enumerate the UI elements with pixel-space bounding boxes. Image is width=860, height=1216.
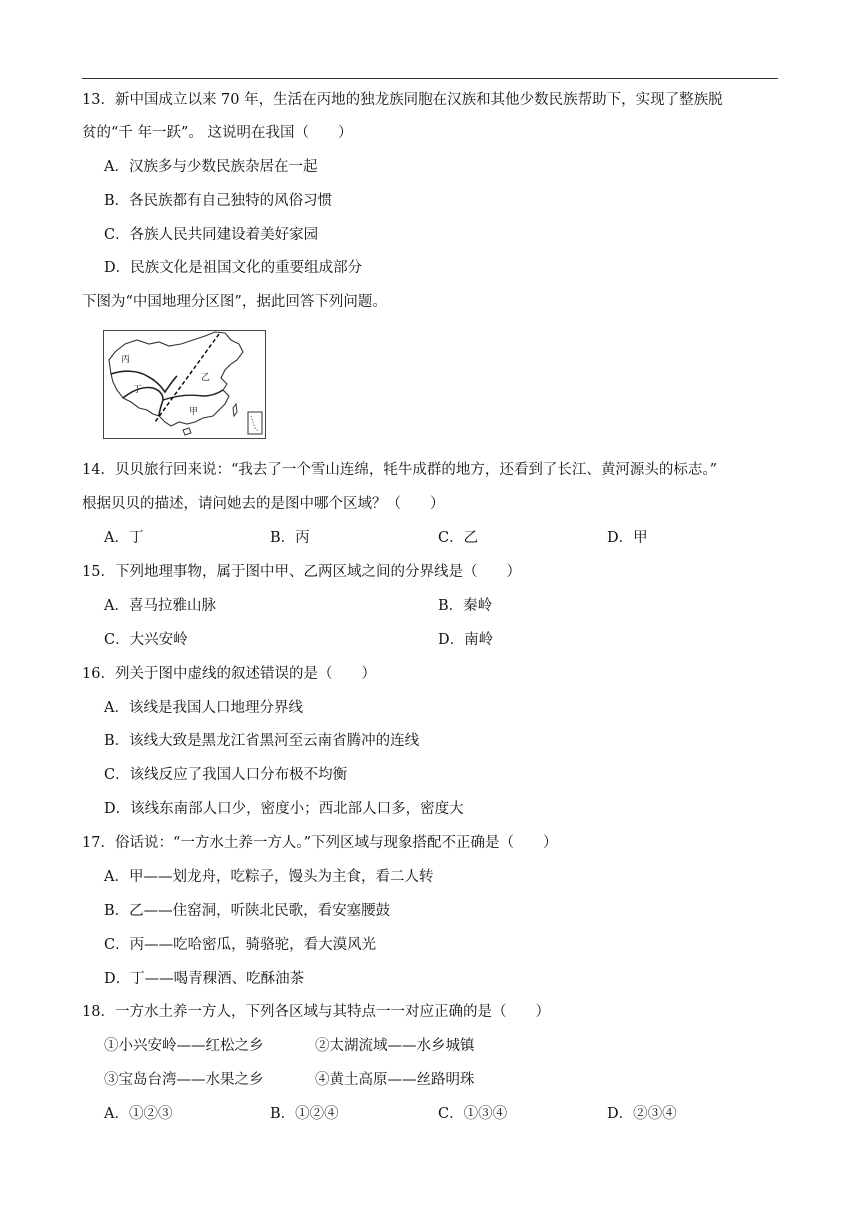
q15-stem: 15．下列地理事物，属于图中甲、乙两区域之间的分界线是（ ） <box>82 564 521 580</box>
q15-option-a: A．喜马拉雅山脉 <box>104 598 216 614</box>
q17-option-d: D．丁——喝青稞酒、吃酥油茶 <box>104 971 305 987</box>
map-intro: 下图为“中国地理分区图”，据此回答下列问题。 <box>82 294 387 310</box>
q18-item-1: ①小兴安岭——红松之乡 <box>104 1038 264 1054</box>
q16-option-d: D．该线东南部人口少，密度小；西北部人口多，密度大 <box>104 801 464 817</box>
q14-option-c: C．乙 <box>438 530 479 546</box>
header-rule <box>82 78 778 79</box>
q17-stem: 17．俗话说：“一方水土养一方人。”下列区域与现象搭配不正确是（ ） <box>82 835 558 851</box>
q18-item-2: ②太湖流域——水乡城镇 <box>315 1038 475 1054</box>
q14-option-a: A．丁 <box>104 530 144 546</box>
q15-option-c: C．大兴安岭 <box>104 632 188 648</box>
q13-option-d: D．民族文化是祖国文化的重要组成部分 <box>104 260 363 276</box>
q14-option-b: B．丙 <box>270 530 310 546</box>
q18-stem: 18．一方水土养一方人，下列各区域与其特点一一对应正确的是（ ） <box>82 1004 550 1020</box>
q16-stem: 16．列关于图中虚线的叙述错误的是（ ） <box>82 666 376 682</box>
q17-option-b: B．乙——住窑洞，听陕北民歌，看安塞腰鼓 <box>104 903 391 919</box>
q14-option-d: D．甲 <box>607 530 648 546</box>
q17-option-c: C．丙——吃哈密瓜，骑骆驼，看大漠风光 <box>104 937 377 953</box>
map-label-ding: 丁 <box>133 385 143 395</box>
map-frame <box>104 331 266 439</box>
q15-option-b: B．秦岭 <box>438 598 493 614</box>
q18-option-b: B．①②④ <box>270 1106 339 1122</box>
map-label-jia: 甲 <box>189 407 199 417</box>
q13-stem-line2: 贫的“千 年一跃”。 这说明在我国（ ） <box>82 125 353 141</box>
china-region-map <box>103 330 266 439</box>
q16-option-c: C．该线反应了我国人口分布极不均衡 <box>104 767 348 783</box>
q13-option-a: A．汉族多与少数民族杂居在一起 <box>104 159 318 175</box>
q18-option-d: D．②③④ <box>607 1106 677 1122</box>
q13-option-b: B．各民族都有自己独特的风俗习惯 <box>104 193 333 209</box>
q18-item-4: ④黄土高原——丝路明珠 <box>315 1072 475 1088</box>
south-sea-inset <box>248 412 262 434</box>
q18-item-3: ③宝岛台湾——水果之乡 <box>104 1072 264 1088</box>
q18-option-c: C．①③④ <box>438 1106 508 1122</box>
q13-stem-line1: 13．新中国成立以来 70 年，生活在丙地的独龙族同胞在汉族和其他少数民族帮助下，实现了整族脱 <box>82 92 723 108</box>
q15-option-d: D．南岭 <box>438 632 494 648</box>
q13-option-c: C．各族人民共同建设着美好家园 <box>104 227 319 243</box>
q14-stem-line2: 根据贝贝的描述，请问她去的是图中哪个区域？（ ） <box>82 496 445 512</box>
map-label-yi: 乙 <box>201 373 211 383</box>
q16-option-a: A．该线是我国人口地理分界线 <box>104 700 303 716</box>
q16-option-b: B．该线大致是黑龙江省黑河至云南省腾冲的连线 <box>104 733 420 749</box>
map-label-bing: 丙 <box>121 355 131 365</box>
q18-option-a: A．①②③ <box>104 1106 173 1122</box>
q14-stem-line1: 14．贝贝旅行回来说：“我去了一个雪山连绵，牦牛成群的地方，还看到了长江、黄河源头的标志。” <box>82 462 718 478</box>
q17-option-a: A．甲——划龙舟，吃粽子，馒头为主食，看二人转 <box>104 869 434 885</box>
